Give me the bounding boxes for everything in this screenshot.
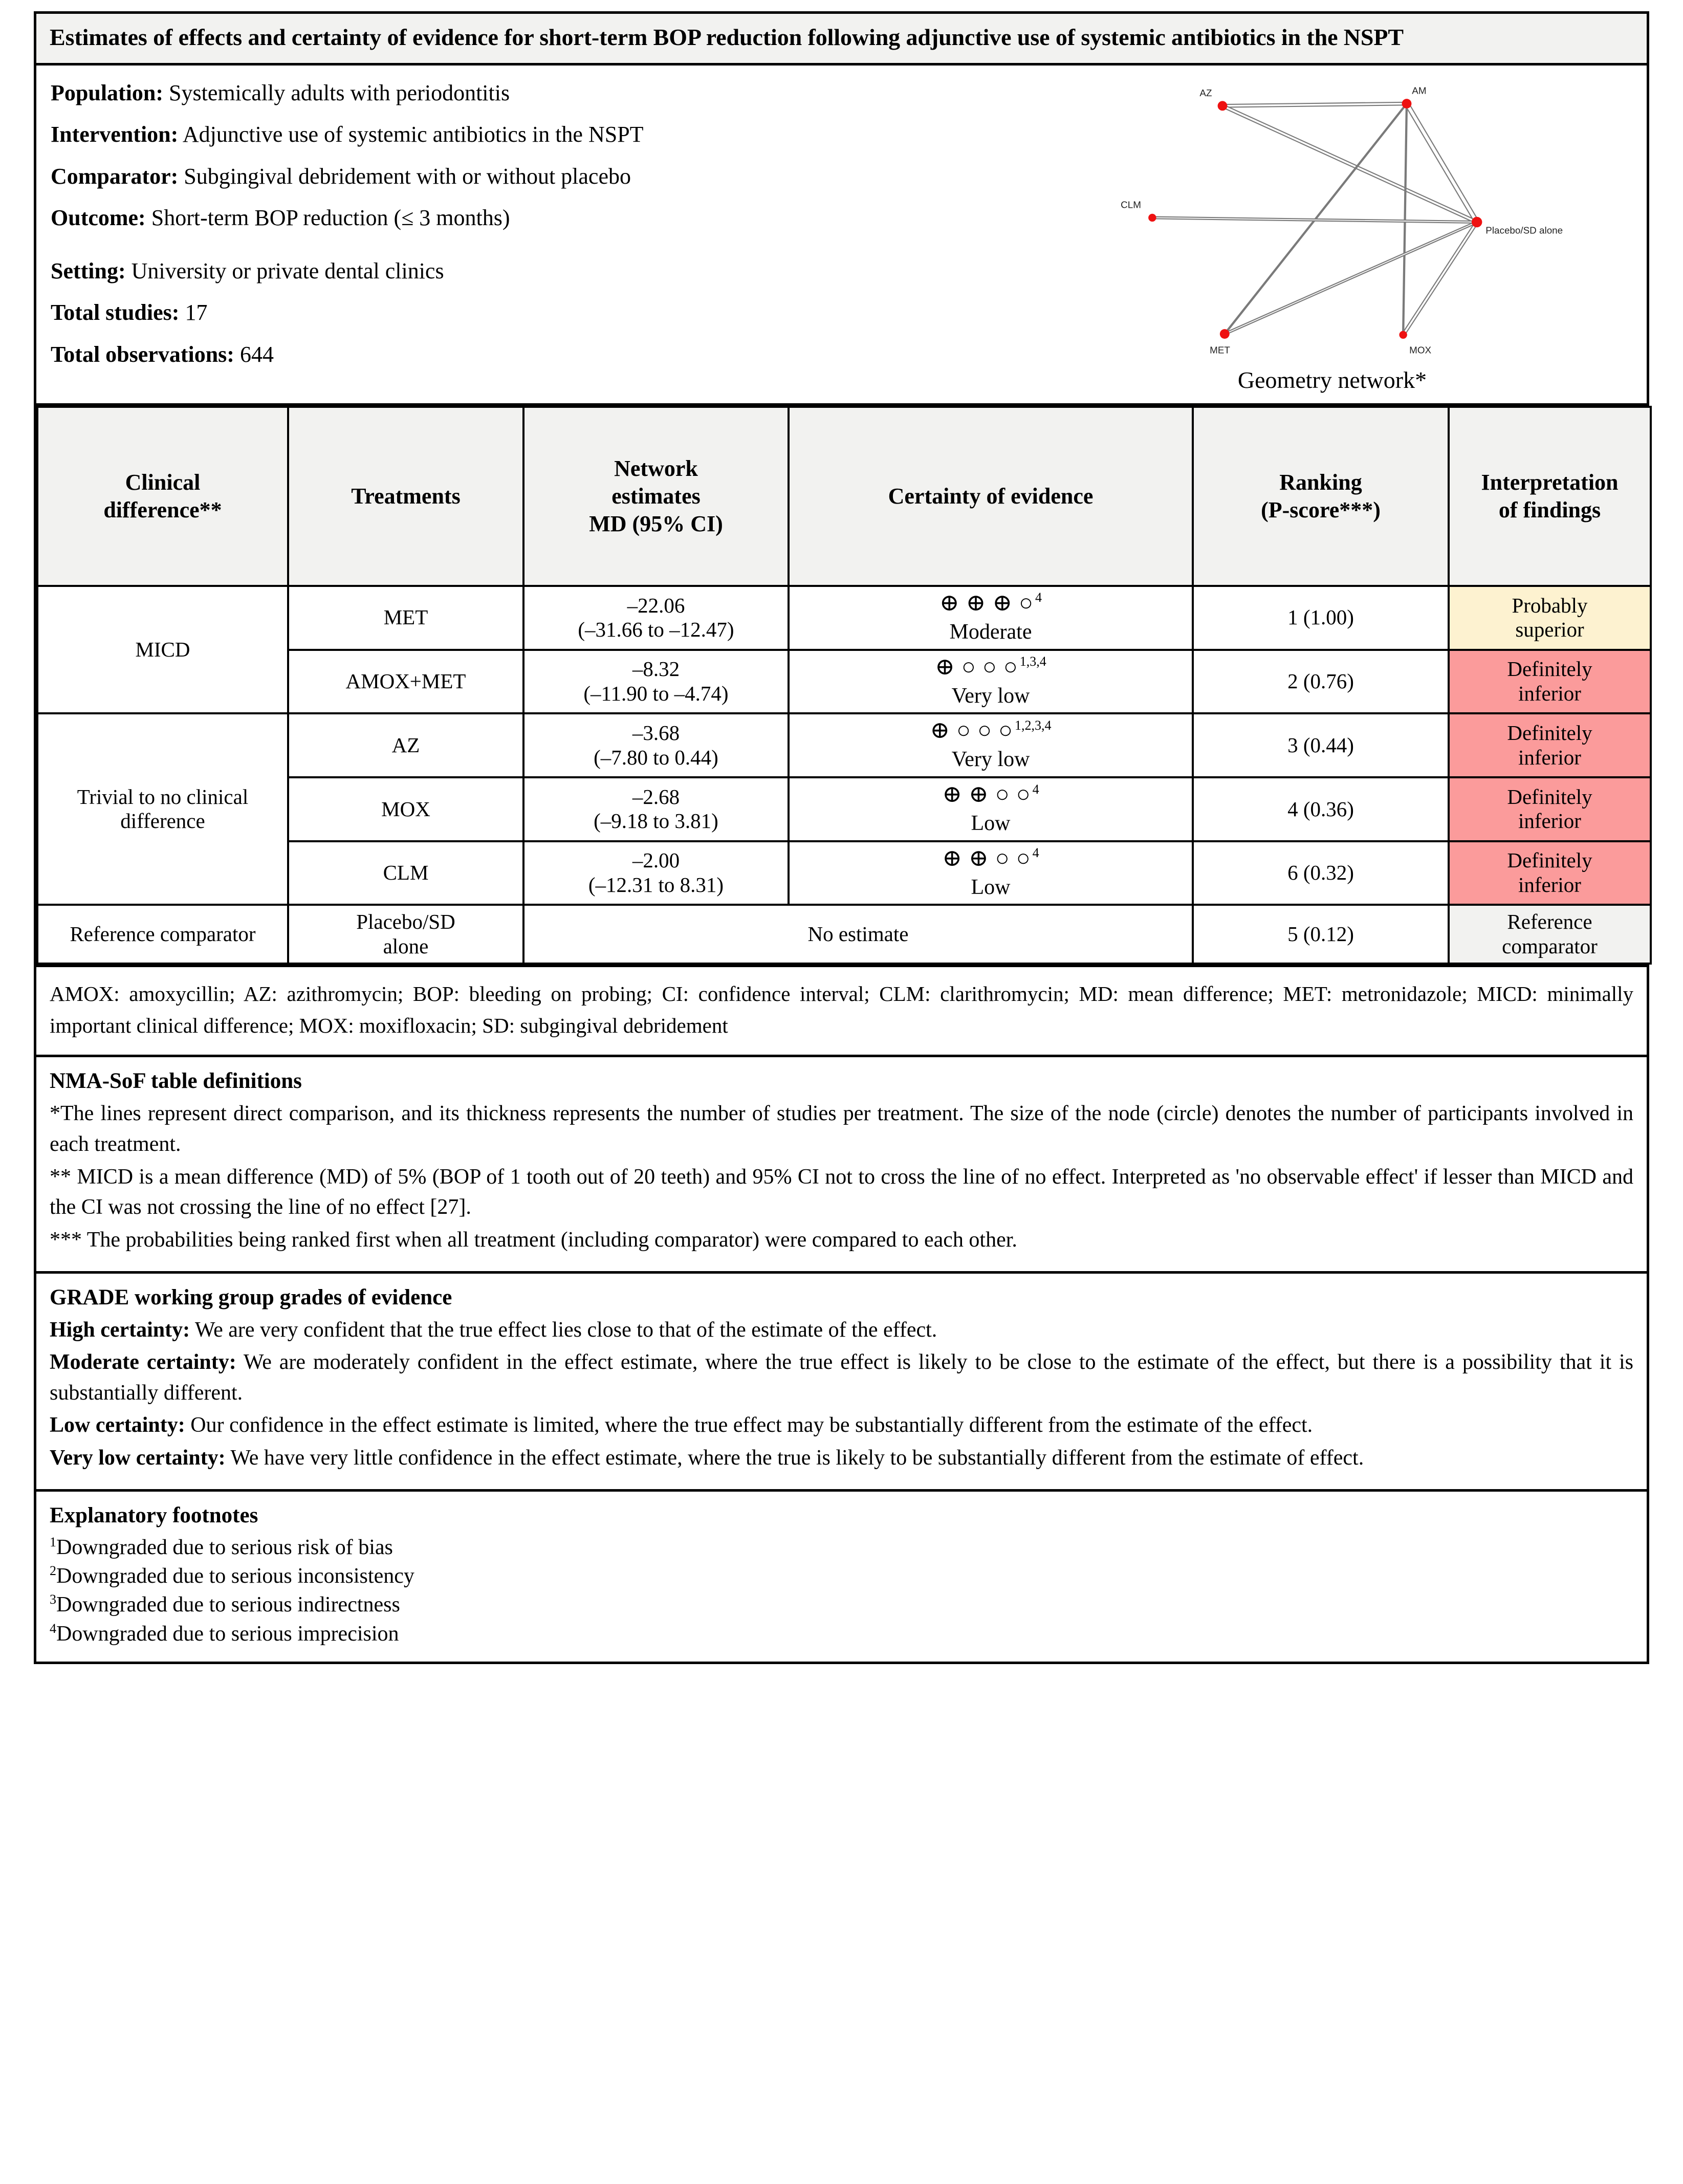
nma-sof-definitions-block [36, 1055, 1647, 1271]
pico-total-observations-key: Total observations: [51, 341, 234, 367]
cell-treatment [288, 905, 523, 964]
network-node-met [1220, 329, 1230, 339]
network-node-label: AM [1412, 85, 1427, 96]
grade-definition-item [50, 1315, 1633, 1346]
footnote-item [50, 1620, 1633, 1648]
interpretation-line: Definitely [1507, 848, 1592, 872]
table-header [37, 407, 1651, 586]
cell-treatment: AMOX+MET [288, 650, 523, 714]
grade-definition-term: Very low certainty: [50, 1446, 226, 1470]
table-row [37, 586, 1651, 650]
grade-certainty-label: Very low [951, 748, 1030, 772]
network-node-am [1402, 99, 1412, 108]
pico-intervention-value: Adjunctive use of systemic antibiotics in the NSPT [178, 122, 644, 147]
col-header-ranking-l1: Ranking [1279, 470, 1362, 495]
col-header-treatments: Treatments [288, 407, 523, 586]
definition-star-3: *** The probabilities being ranked first when all treatment (including comparator) were compared to each other. [50, 1228, 1017, 1252]
cell-treatment: AZ [288, 713, 523, 777]
grade-definition-item [50, 1410, 1633, 1441]
interpretation-line: inferior [1518, 745, 1581, 769]
pico-spacer [51, 248, 1033, 259]
col-header-network-estimates-l2: estimates [611, 483, 701, 509]
col-header-network-estimates [523, 407, 789, 586]
interpretation-line: Definitely [1507, 657, 1592, 681]
cell-interpretation [1449, 841, 1651, 905]
definition-star-1: *The lines represent direct comparison, and its thickness represents the number of studies per treatment. The size of the node (circle) denotes the number of participants involved in each treatment. [50, 1102, 1633, 1156]
footnote-item [50, 1533, 1633, 1562]
pico-list [36, 65, 1033, 377]
pico-total-studies-key: Total studies: [51, 300, 180, 325]
col-header-clinical-difference [37, 407, 288, 586]
cell-certainty-of-evidence [789, 586, 1193, 650]
cell-network-estimate [523, 713, 789, 777]
interpretation-line: inferior [1518, 809, 1581, 833]
footnote-list [50, 1533, 1633, 1648]
grade-symbols: ⊕ ⊕ ○ ○$^4$ [942, 780, 1039, 807]
pico-band [36, 65, 1647, 406]
cell-clinical-difference: Reference comparator [37, 905, 288, 964]
footnote-number: 2 [50, 1563, 56, 1578]
network-node-clm [1148, 214, 1156, 222]
footnote-text: Downgraded due to serious risk of bias [56, 1535, 393, 1559]
cell-treatment: CLM [288, 841, 523, 905]
grade-footnote-markers: 4 [1032, 781, 1039, 797]
pico-intervention-key: Intervention: [51, 122, 179, 147]
network-node-label: MET [1210, 344, 1230, 356]
table-row [37, 713, 1651, 777]
nma-sof-definitions-heading: NMA-SoF table definitions [50, 1069, 302, 1094]
grade-definition-term: High certainty: [50, 1318, 190, 1342]
network-node-mox [1399, 331, 1407, 338]
grade-footnote-markers: 1,3,4 [1019, 654, 1046, 669]
cell-interpretation [1449, 905, 1651, 964]
footnote-text: Downgraded due to serious inconsistency [56, 1564, 414, 1588]
pico-comparator [51, 164, 1033, 189]
grade-symbols: ⊕ ○ ○ ○$^{1,3,4}$ [935, 653, 1046, 680]
cell-ranking: 4 (0.36) [1193, 777, 1449, 841]
cell-ranking: 3 (0.44) [1193, 713, 1449, 777]
pico-total-observations [51, 342, 1033, 367]
cell-network-estimate [523, 586, 789, 650]
estimate-ci: (–7.80 to 0.44) [594, 745, 718, 769]
col-header-clinical-difference-l1: Clinical [125, 470, 201, 495]
col-header-interpretation-l1: Interpretation [1481, 470, 1619, 495]
cell-clinical-difference: Trivial to no clinical difference [37, 713, 288, 905]
grade-definitions-list [50, 1315, 1633, 1474]
interpretation-line: Reference [1507, 910, 1592, 934]
cell-interpretation [1449, 650, 1651, 714]
table-row [37, 905, 1651, 964]
grade-definition-item [50, 1347, 1633, 1408]
grade-definition-item [50, 1443, 1633, 1474]
cell-no-estimate: No estimate [523, 905, 1193, 964]
pico-outcome-key: Outcome: [51, 205, 146, 231]
interpretation-line: inferior [1518, 681, 1581, 705]
network-node-label: CLM [1121, 199, 1141, 210]
interpretation-line: inferior [1518, 873, 1581, 897]
cell-network-estimate [523, 777, 789, 841]
grade-definitions-heading: GRADE working group grades of evidence [50, 1285, 452, 1309]
cell-ranking: 1 (1.00) [1193, 586, 1449, 650]
estimate-md: –2.68 [632, 784, 680, 809]
pico-comparator-key: Comparator: [51, 163, 179, 189]
pico-population-value: Systemically adults with periodontitis [163, 80, 510, 105]
col-header-certainty-of-evidence: Certainty of evidence [789, 407, 1193, 586]
estimate-ci: (–12.31 to 8.31) [588, 873, 724, 897]
grade-definitions-block [36, 1271, 1647, 1489]
pico-setting-value: University or private dental clinics [125, 258, 444, 283]
pico-setting [51, 259, 1033, 283]
cell-ranking: 6 (0.32) [1193, 841, 1449, 905]
grade-certainty-label: Low [971, 811, 1011, 835]
network-node-label: AZ [1199, 87, 1212, 98]
col-header-network-estimates-l1: Network [614, 456, 698, 482]
estimate-md: –2.00 [632, 848, 680, 872]
grade-footnote-markers: 4 [1035, 590, 1042, 605]
cell-network-estimate [523, 841, 789, 905]
pico-intervention [51, 122, 1033, 147]
estimate-md: –3.68 [632, 721, 680, 745]
cell-ranking: 2 (0.76) [1193, 650, 1449, 714]
footnote-item [50, 1562, 1633, 1590]
pico-total-studies-value: 17 [179, 300, 208, 325]
pico-outcome-value: Short-term BOP reduction (≤ 3 months) [145, 205, 510, 231]
grade-certainty-label: Moderate [949, 620, 1032, 644]
definition-star-2: ** MICD is a mean difference (MD) of 5% (BOP of 1 tooth out of 20 teeth) and 95% CI not to cross the line of no effect. Interpreted as 'no observable effect' if lesser than MICD and the CI was not crossing the line of no effect [27]. [50, 1165, 1633, 1219]
footnote-number: 3 [50, 1592, 56, 1607]
network-node-label: MOX [1409, 344, 1432, 356]
network-node-placebo-sd-alone [1472, 217, 1482, 228]
table-header-row [37, 407, 1651, 586]
pico-total-studies [51, 300, 1033, 325]
network-node-label: Placebo/SD alone [1485, 225, 1563, 236]
interpretation-line: Definitely [1507, 721, 1592, 745]
cell-treatment-line: alone [383, 934, 429, 958]
col-header-clinical-difference-l2: difference** [103, 497, 222, 522]
col-header-interpretation [1449, 407, 1651, 586]
estimate-md: –8.32 [632, 657, 680, 681]
interpretation-line: Definitely [1507, 784, 1592, 809]
grade-symbols: ⊕ ⊕ ⊕ ○$^4$ [939, 589, 1042, 616]
grade-definition-term: Low certainty: [50, 1413, 185, 1437]
grade-symbols: ⊕ ⊕ ○ ○$^4$ [942, 844, 1039, 871]
interpretation-line: superior [1515, 618, 1584, 642]
grade-footnote-markers: 1,2,3,4 [1015, 717, 1052, 733]
cell-interpretation [1449, 586, 1651, 650]
abbreviations-text: AMOX: amoxycillin; AZ: azithromycin; BOP: bleeding on probing; CI: confidence interval; CLM: clarithromycin; MD: mean difference; MET: metronidazole; MICD: minimally important clinical difference; MOX: moxifloxacin; SD: subgingival debridement [50, 982, 1633, 1037]
explanatory-footnotes-block [36, 1489, 1647, 1662]
pico-setting-key: Setting: [51, 258, 126, 283]
footnote-text: Downgraded due to serious indirectness [56, 1593, 400, 1617]
col-header-network-estimates-l3: MD (95% CI) [589, 511, 723, 536]
cell-certainty-of-evidence [789, 713, 1193, 777]
interpretation-line: Probably [1512, 593, 1588, 617]
pico-outcome [51, 206, 1033, 230]
cell-treatment-line: Placebo/SD [356, 910, 455, 934]
explanatory-footnotes-heading: Explanatory footnotes [50, 1503, 258, 1527]
network-panel [1033, 65, 1647, 394]
network-geometry-diagram [1013, 69, 1616, 376]
network-node-az [1218, 101, 1228, 111]
pico-total-observations-value: 644 [234, 341, 274, 367]
cell-treatment: MET [288, 586, 523, 650]
cell-certainty-of-evidence [789, 841, 1193, 905]
cell-treatment: MOX [288, 777, 523, 841]
cell-clinical-difference: MICD [37, 586, 288, 713]
estimate-ci: (–9.18 to 3.81) [594, 809, 718, 833]
summary-of-findings-table [36, 406, 1652, 965]
cell-network-estimate [523, 650, 789, 714]
col-header-interpretation-l2: of findings [1498, 497, 1601, 522]
table-body [37, 586, 1651, 964]
network-edge-inner [1222, 106, 1477, 222]
cell-ranking: 5 (0.12) [1193, 905, 1449, 964]
grade-certainty-label: Low [971, 875, 1011, 899]
footnote-number: 1 [50, 1534, 56, 1549]
grade-symbols: ⊕ ○ ○ ○$^{1,2,3,4}$ [930, 717, 1052, 744]
interpretation-line: comparator [1502, 934, 1598, 958]
cell-certainty-of-evidence [789, 650, 1193, 714]
estimate-ci: (–31.66 to –12.47) [578, 618, 734, 642]
pico-comparator-value: Subgingival debridement with or without placebo [178, 163, 631, 189]
footnote-number: 4 [50, 1621, 56, 1636]
grade-footnote-markers: 4 [1032, 845, 1039, 861]
network-edge [1403, 103, 1407, 335]
pico-population [51, 81, 1033, 105]
cell-interpretation [1449, 713, 1651, 777]
col-header-ranking-l2: (P-score***) [1261, 497, 1381, 522]
col-header-ranking [1193, 407, 1449, 586]
grade-definition-term: Moderate certainty: [50, 1350, 236, 1374]
grade-definition-text: We have very little confidence in the effect estimate, where the true is likely to be substantially different from the estimate of effect. [225, 1446, 1364, 1470]
table-title-band [36, 14, 1647, 65]
footnote-item [50, 1590, 1633, 1619]
footnote-text: Downgraded due to serious imprecision [56, 1622, 399, 1646]
grade-certainty-label: Very low [951, 684, 1030, 708]
sof-table-container [34, 11, 1649, 1664]
cell-certainty-of-evidence [789, 777, 1193, 841]
estimate-md: –22.06 [627, 593, 685, 617]
grade-definition-text: We are very confident that the true effect lies close to that of the estimate of the effect. [190, 1318, 937, 1342]
estimate-ci: (–11.90 to –4.74) [583, 681, 729, 705]
cell-interpretation [1449, 777, 1651, 841]
abbreviations-block [36, 965, 1647, 1055]
network-graph-svg [1013, 69, 1616, 376]
pico-population-key: Population: [51, 80, 164, 105]
page-title: Estimates of effects and certainty of evidence for short-term BOP reduction following adjunctive use of systemic antibiotics in the NSPT [50, 24, 1404, 50]
network-caption: Geometry network* [1237, 366, 1427, 393]
grade-definition-text: Our confidence in the effect estimate is limited, where the true effect may be substantially different from the estimate of the effect. [185, 1413, 1313, 1437]
grade-definition-text: We are moderately confident in the effect estimate, where the true effect is likely to be close to the estimate of the effect, but there is a possibility that it is substantially different. [50, 1350, 1633, 1405]
